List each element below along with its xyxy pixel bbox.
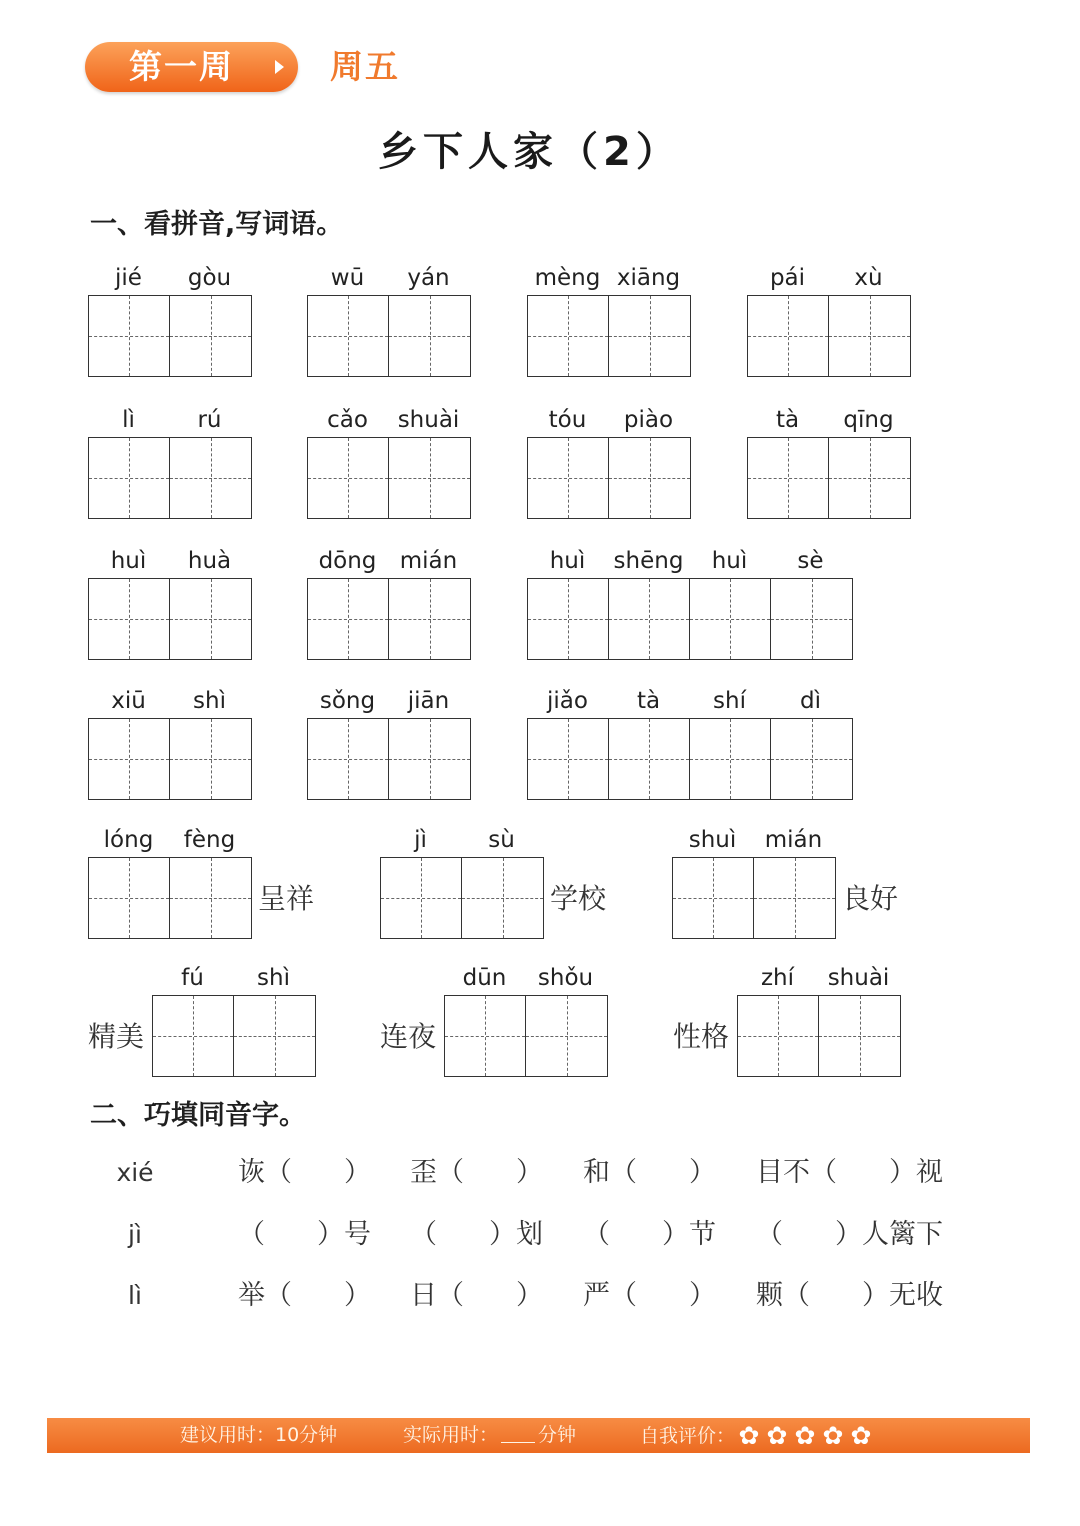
tianzige-grid bbox=[747, 437, 911, 519]
homophone-row bbox=[0, 1276, 1080, 1316]
writing-cell bbox=[771, 579, 852, 659]
pinyin-syllable: xiū bbox=[111, 688, 146, 714]
word-group bbox=[380, 824, 607, 939]
writing-cell bbox=[89, 579, 170, 659]
writing-cell bbox=[528, 296, 609, 376]
rating-stars bbox=[735, 1425, 875, 1447]
tianzige-grid bbox=[307, 578, 471, 660]
tianzige-grid bbox=[88, 295, 252, 377]
writing-cell bbox=[609, 438, 690, 518]
item-before: 严（ bbox=[583, 1280, 637, 1311]
word-group bbox=[527, 404, 691, 519]
pinyin-row bbox=[88, 685, 252, 718]
pinyin-row bbox=[747, 404, 911, 437]
pinyin-row bbox=[307, 404, 471, 437]
word-group bbox=[672, 824, 899, 939]
row-pinyin: jì bbox=[128, 1220, 142, 1249]
writing-cell bbox=[462, 858, 543, 938]
pinyin-syllable: mèng bbox=[534, 265, 601, 291]
tianzige-grid bbox=[380, 857, 544, 939]
pinyin-syllable: mián bbox=[399, 548, 458, 574]
word-group bbox=[527, 262, 691, 377]
item-after: ）划 bbox=[489, 1219, 543, 1250]
writing-cell bbox=[389, 579, 470, 659]
self-rating bbox=[640, 1418, 875, 1454]
writing-cell bbox=[170, 296, 251, 376]
pinyin-row bbox=[527, 685, 853, 718]
word-group bbox=[307, 262, 471, 377]
actual-time bbox=[403, 1418, 576, 1453]
flower-star-icon bbox=[847, 1418, 875, 1453]
day-label: 周五 bbox=[330, 47, 400, 86]
footer-bar bbox=[47, 1418, 1030, 1453]
writing-cell bbox=[308, 719, 389, 799]
suggested-time: 建议用时：10分钟 bbox=[180, 1424, 338, 1446]
writing-cell bbox=[308, 296, 389, 376]
pinyin-syllable: tà bbox=[636, 688, 661, 714]
writing-cell bbox=[153, 996, 234, 1076]
pinyin-row bbox=[672, 824, 836, 857]
writing-cell bbox=[754, 858, 835, 938]
writing-cell bbox=[89, 296, 170, 376]
item-after: ） bbox=[689, 1280, 716, 1311]
pinyin-syllable: shǒu bbox=[537, 965, 594, 991]
word-group bbox=[673, 962, 901, 1077]
pinyin-syllable: shuài bbox=[827, 965, 890, 991]
writing-cell bbox=[389, 719, 470, 799]
writing-cell bbox=[234, 996, 315, 1076]
fill-blank-item bbox=[756, 1153, 943, 1193]
item-after: ）号 bbox=[317, 1219, 371, 1250]
tianzige-grid bbox=[747, 295, 911, 377]
row-pinyin: lì bbox=[128, 1281, 142, 1310]
pinyin-syllable: huì bbox=[711, 548, 748, 574]
pinyin-syllable: shuài bbox=[397, 407, 460, 433]
pinyin-syllable: lì bbox=[122, 407, 135, 433]
writing-cell bbox=[89, 719, 170, 799]
word-group bbox=[527, 685, 853, 800]
fill-blank-item bbox=[410, 1153, 543, 1193]
fill-blank-item bbox=[756, 1215, 943, 1255]
writing-cell bbox=[609, 296, 690, 376]
pinyin-syllable: gòu bbox=[187, 265, 232, 291]
pinyin-row bbox=[747, 262, 911, 295]
fill-blank-item bbox=[238, 1276, 371, 1316]
word-group bbox=[747, 262, 911, 377]
fill-blank-item bbox=[583, 1215, 716, 1255]
pinyin-syllable: jì bbox=[414, 827, 427, 853]
pinyin-syllable: dūn bbox=[462, 965, 507, 991]
tianzige-grid bbox=[672, 857, 836, 939]
pinyin-syllable: dōng bbox=[318, 548, 377, 574]
tianzige-grid bbox=[88, 437, 252, 519]
pinyin-row bbox=[88, 262, 252, 295]
pinyin-syllable: cǎo bbox=[327, 407, 368, 433]
pinyin-syllable: wū bbox=[330, 265, 365, 291]
item-after: ） bbox=[516, 1157, 543, 1188]
item-after: ） bbox=[344, 1157, 371, 1188]
homophone-row bbox=[0, 1215, 1080, 1255]
pinyin-syllable: lóng bbox=[103, 827, 154, 853]
pinyin-syllable: jiǎo bbox=[547, 688, 588, 714]
tianzige-grid bbox=[88, 578, 252, 660]
writing-cell bbox=[748, 438, 829, 518]
word-group bbox=[307, 545, 471, 660]
writing-cell bbox=[528, 719, 609, 799]
tianzige-grid bbox=[88, 857, 252, 939]
writing-cell bbox=[381, 858, 462, 938]
writing-cell bbox=[748, 296, 829, 376]
word-suffix: 学校 bbox=[550, 882, 607, 915]
pinyin-row bbox=[152, 962, 316, 995]
fill-blank-item bbox=[410, 1215, 543, 1255]
pinyin-row bbox=[444, 962, 608, 995]
pinyin-syllable: dì bbox=[800, 688, 821, 714]
flower-star-icon bbox=[735, 1418, 763, 1453]
word-prefix: 连夜 bbox=[380, 1020, 437, 1053]
item-after: ）无收 bbox=[862, 1280, 943, 1311]
actual-time-label: 实际用时： bbox=[403, 1424, 499, 1446]
fill-blank-item bbox=[238, 1215, 371, 1255]
word-suffix: 良好 bbox=[842, 882, 899, 915]
week-label: 第一周 bbox=[129, 47, 234, 86]
word-prefix: 精美 bbox=[88, 1020, 145, 1053]
word-group bbox=[88, 262, 252, 377]
tianzige-grid bbox=[527, 578, 853, 660]
pinyin-syllable: jié bbox=[115, 265, 142, 291]
pinyin-row bbox=[88, 824, 252, 857]
tianzige-grid bbox=[307, 295, 471, 377]
item-after: ） bbox=[689, 1157, 716, 1188]
writing-cell bbox=[819, 996, 900, 1076]
fill-blank-item bbox=[583, 1276, 716, 1316]
pinyin-syllable: huì bbox=[549, 548, 586, 574]
writing-cell bbox=[89, 858, 170, 938]
writing-cell bbox=[170, 438, 251, 518]
writing-cell bbox=[829, 296, 910, 376]
page-title: 乡下人家（2） bbox=[378, 129, 681, 175]
pinyin-syllable: shuì bbox=[688, 827, 737, 853]
word-group bbox=[88, 404, 252, 519]
writing-cell bbox=[738, 996, 819, 1076]
word-group bbox=[307, 404, 471, 519]
homophone-row bbox=[0, 1153, 1080, 1193]
pinyin-syllable: sè bbox=[797, 548, 824, 574]
pinyin-syllable: xù bbox=[854, 265, 883, 291]
pinyin-row bbox=[307, 545, 471, 578]
tianzige-grid bbox=[307, 437, 471, 519]
writing-cell bbox=[170, 858, 251, 938]
pinyin-syllable: shí bbox=[713, 688, 746, 714]
fill-blank-item bbox=[410, 1276, 543, 1316]
tianzige-grid bbox=[737, 995, 901, 1077]
pinyin-syllable: shì bbox=[193, 688, 226, 714]
word-suffix: 呈祥 bbox=[258, 882, 315, 915]
pinyin-syllable: shēng bbox=[613, 548, 684, 574]
item-after: ） bbox=[344, 1280, 371, 1311]
pinyin-syllable: xiāng bbox=[616, 265, 681, 291]
pinyin-syllable: tà bbox=[775, 407, 800, 433]
writing-cell bbox=[771, 719, 852, 799]
pinyin-syllable: sù bbox=[488, 827, 515, 853]
pinyin-syllable: jiān bbox=[407, 688, 450, 714]
writing-cell bbox=[308, 438, 389, 518]
writing-cell bbox=[89, 438, 170, 518]
writing-cell bbox=[609, 579, 690, 659]
pinyin-syllable: mián bbox=[764, 827, 823, 853]
item-before: （ bbox=[583, 1219, 610, 1250]
item-before: 歪（ bbox=[410, 1157, 464, 1188]
fill-blank-item bbox=[583, 1153, 716, 1193]
actual-time-unit: 分钟 bbox=[538, 1424, 577, 1446]
writing-cell bbox=[445, 996, 526, 1076]
item-before: 和（ bbox=[583, 1157, 637, 1188]
item-before: 诙（ bbox=[238, 1157, 292, 1188]
flower-star-icon bbox=[819, 1418, 847, 1453]
flower-star-icon bbox=[763, 1418, 791, 1453]
item-before: 颗（ bbox=[756, 1280, 810, 1311]
writing-cell bbox=[170, 719, 251, 799]
item-before: 举（ bbox=[238, 1280, 292, 1311]
pinyin-row bbox=[527, 262, 691, 295]
writing-cell bbox=[829, 438, 910, 518]
pinyin-syllable: rú bbox=[197, 407, 222, 433]
pinyin-syllable: sǒng bbox=[319, 688, 376, 714]
pinyin-row bbox=[737, 962, 901, 995]
pinyin-syllable: shì bbox=[257, 965, 290, 991]
pinyin-row bbox=[527, 545, 853, 578]
item-before: （ bbox=[410, 1219, 437, 1250]
section1-heading: 一、看拼音,写词语。 bbox=[90, 209, 344, 240]
fill-blank-item bbox=[756, 1276, 943, 1316]
item-after: ）节 bbox=[662, 1219, 716, 1250]
tianzige-grid bbox=[307, 718, 471, 800]
tianzige-grid bbox=[527, 295, 691, 377]
tianzige-grid bbox=[88, 718, 252, 800]
writing-cell bbox=[528, 438, 609, 518]
word-group bbox=[88, 685, 252, 800]
pinyin-syllable: pái bbox=[769, 265, 806, 291]
tianzige-grid bbox=[527, 718, 853, 800]
writing-cell bbox=[690, 719, 771, 799]
pinyin-syllable: piào bbox=[623, 407, 674, 433]
pinyin-row bbox=[527, 404, 691, 437]
word-group bbox=[88, 824, 315, 939]
word-prefix: 性格 bbox=[673, 1020, 730, 1053]
pinyin-row bbox=[88, 404, 252, 437]
pinyin-syllable: fèng bbox=[183, 827, 236, 853]
arrow-right-icon bbox=[275, 60, 284, 74]
pinyin-syllable: huà bbox=[187, 548, 232, 574]
item-before: 日（ bbox=[410, 1280, 464, 1311]
word-group bbox=[307, 685, 471, 800]
pinyin-row bbox=[307, 262, 471, 295]
pinyin-syllable: fú bbox=[181, 965, 204, 991]
section2-heading: 二、巧填同音字。 bbox=[90, 1100, 306, 1131]
self-rating-label: 自我评价： bbox=[640, 1425, 736, 1447]
pinyin-syllable: huì bbox=[110, 548, 147, 574]
writing-cell bbox=[690, 579, 771, 659]
flower-star-icon bbox=[791, 1418, 819, 1453]
word-group bbox=[88, 545, 252, 660]
row-pinyin: xié bbox=[116, 1158, 154, 1187]
item-after: ）人篱下 bbox=[835, 1219, 943, 1250]
item-before: （ bbox=[756, 1219, 783, 1250]
pinyin-syllable: tóu bbox=[548, 407, 587, 433]
writing-cell bbox=[609, 719, 690, 799]
fill-blank-item bbox=[238, 1153, 371, 1193]
writing-cell bbox=[170, 579, 251, 659]
pinyin-row bbox=[380, 824, 544, 857]
week-badge bbox=[85, 42, 298, 92]
word-group bbox=[527, 545, 853, 660]
writing-cell bbox=[308, 579, 389, 659]
pinyin-syllable: qīng bbox=[843, 407, 894, 433]
pinyin-row bbox=[307, 685, 471, 718]
tianzige-grid bbox=[527, 437, 691, 519]
pinyin-syllable: zhí bbox=[760, 965, 795, 991]
pinyin-row bbox=[88, 545, 252, 578]
word-group bbox=[380, 962, 608, 1077]
word-group bbox=[747, 404, 911, 519]
tianzige-grid bbox=[152, 995, 316, 1077]
actual-time-blank bbox=[501, 1420, 535, 1443]
word-group bbox=[88, 962, 316, 1077]
pinyin-syllable: yán bbox=[407, 265, 450, 291]
item-before: 目不（ bbox=[756, 1157, 837, 1188]
tianzige-grid bbox=[444, 995, 608, 1077]
writing-cell bbox=[526, 996, 607, 1076]
item-after: ）视 bbox=[889, 1157, 943, 1188]
item-after: ） bbox=[516, 1280, 543, 1311]
writing-cell bbox=[673, 858, 754, 938]
writing-cell bbox=[389, 296, 470, 376]
item-before: （ bbox=[238, 1219, 265, 1250]
writing-cell bbox=[389, 438, 470, 518]
writing-cell bbox=[528, 579, 609, 659]
